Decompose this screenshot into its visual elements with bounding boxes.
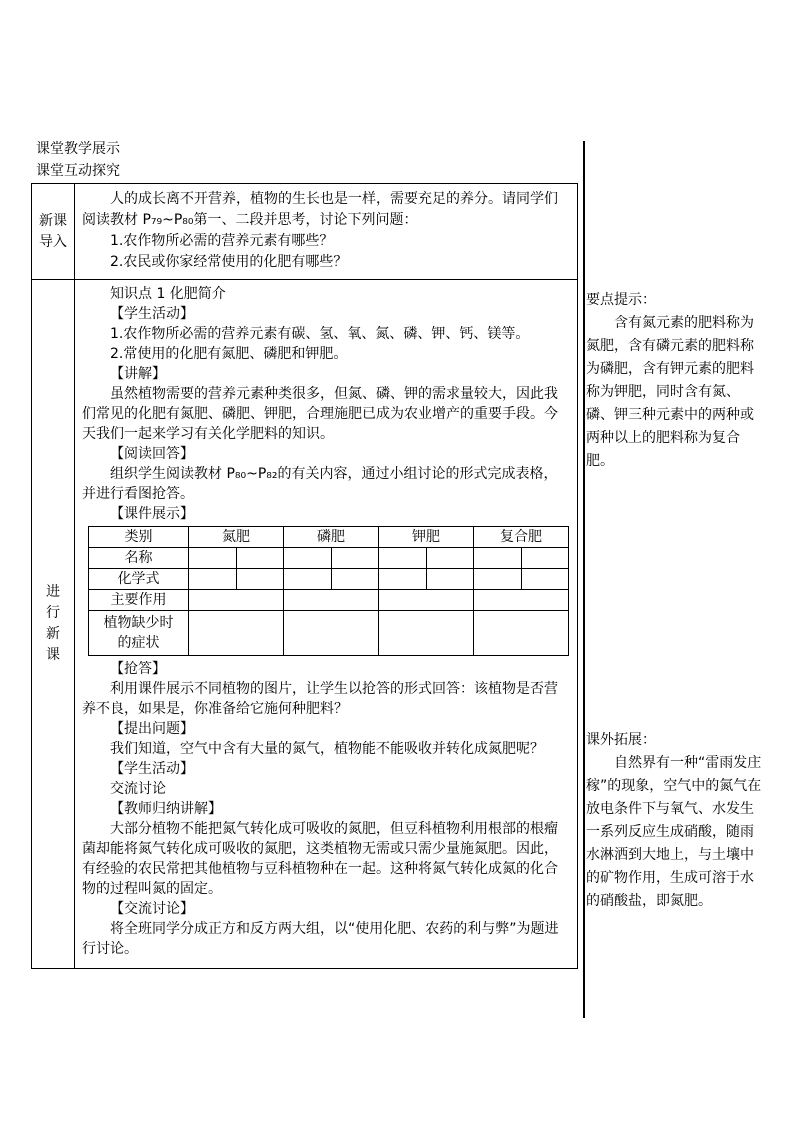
table-row-deficiency-symptoms (89, 611, 569, 656)
empty-cell (426, 569, 474, 590)
table-row-function (89, 590, 569, 611)
paragraph: 交流讨论 (110, 781, 166, 797)
column-header-compound: 复合肥 (474, 527, 569, 548)
row-header-name: 名称 (89, 548, 189, 569)
paragraph: 虽然植物需要的营养元素种类很多，但氮、磷、钾的需求量较大，因此我们常见的化肥有氮肥、磷肥、钾肥，合理施肥已成为农业增产的重要手段。今天我们一起来学习有关化学肥料的知识。 (82, 386, 558, 442)
column-header-category: 类别 (89, 527, 189, 548)
paragraph: 【学生活动】 (110, 306, 194, 322)
empty-cell (236, 569, 284, 590)
paragraph: 知识点 1 化肥简介 (110, 286, 226, 302)
key-points-note (586, 289, 767, 473)
vertical-divider (583, 141, 585, 1018)
row-new-lesson-progress (32, 280, 577, 968)
empty-cell (379, 569, 427, 590)
table-row-name (89, 548, 569, 569)
paragraph: 【教师归纳讲解】 (110, 801, 222, 817)
paragraph: 1.农作物所必需的营养元素有哪些？ (110, 233, 334, 249)
paragraph: 【交流讨论】 (110, 901, 194, 917)
paragraph: 人的成长离不开营养，植物的生长也是一样，需要充足的养分。请同学们阅读教材 P₇₉~P₈₀第一、二段并思考，讨论下列问题： (82, 191, 558, 228)
key-points-title: 要点提示： (586, 292, 656, 308)
row-header-formula: 化学式 (89, 569, 189, 590)
paragraph: 【讲解】 (110, 366, 166, 382)
new-lesson-content-cell (75, 280, 577, 968)
column-header-nitrogen: 氮肥 (189, 527, 284, 548)
stage-cell-new-lesson (32, 280, 75, 968)
row-header-function: 主要作用 (89, 590, 189, 611)
column-header-phosphate: 磷肥 (284, 527, 379, 548)
empty-cell (379, 548, 427, 569)
empty-cell (189, 611, 284, 656)
empty-cell (236, 548, 284, 569)
empty-cell (284, 569, 332, 590)
empty-cell (189, 569, 237, 590)
key-points-body: 含有氮元素的肥料称为氮肥，含有磷元素的肥料称为磷肥，含有钾元素的肥料称为钾肥，同时含有氮、磷、钾三种元素中的两种或两种以上的肥料称为复合肥。 (586, 315, 754, 469)
paragraph: 大部分植物不能把氮气转化成可吸收的氮肥，但豆科植物利用根部的根瘤菌却能将氮气转化成可吸收的氮肥，这类植物无需或只需少量施氮肥。因此，有经验的农民常把其他植物与豆科植物种在一起。这种将氮气转化成氮的化合物的过程叫氮的固定。 (82, 821, 558, 897)
stage-label-line: 进 (46, 584, 60, 600)
paragraph: 2.农民或你家经常使用的化肥有哪些？ (110, 254, 348, 270)
paragraph: 利用课件展示不同植物的图片，让学生以抢答的形式回答：该植物是否营养不良，如果是，你准备给它施何种肥料？ (82, 681, 558, 717)
empty-cell (474, 569, 522, 590)
stage-label-line: 行 (46, 605, 60, 621)
stage-label-line: 导入 (39, 233, 67, 250)
row-header-deficiency-symptoms: 植物缺少时 的症状 (89, 611, 189, 656)
empty-cell (521, 569, 569, 590)
table-row-formula (89, 569, 569, 590)
empty-cell (474, 611, 569, 656)
fertilizer-table-header-row (89, 527, 569, 548)
row-new-lesson-intro (32, 184, 577, 280)
paragraph: 2.常使用的化肥有氮肥、磷肥和钾肥。 (110, 346, 348, 362)
column-header-potash: 钾肥 (379, 527, 474, 548)
empty-cell (331, 548, 379, 569)
empty-cell (474, 590, 569, 611)
paragraph: 我们知道，空气中含有大量的氮气，植物能不能吸收并转化成氮肥呢？ (110, 741, 544, 757)
doc-header (36, 138, 120, 182)
paragraph: 【阅读回答】 (110, 446, 194, 462)
paragraph: 组织学生阅读教材 P₈₀~P₈₂的有关内容，通过小组讨论的形式完成表格，并进行看图抢答。 (82, 466, 558, 502)
empty-cell (189, 590, 284, 611)
doc-title-line1: 课堂教学展示 (36, 141, 120, 157)
empty-cell (284, 611, 379, 656)
empty-cell (284, 590, 379, 611)
empty-cell (426, 548, 474, 569)
stage-label-line: 新课 (39, 212, 67, 229)
doc-title-line2: 课堂互动探究 (36, 163, 120, 179)
paragraph: 【学生活动】 (110, 761, 194, 777)
paragraph: 【抢答】 (110, 661, 166, 677)
stage-label-line: 课 (46, 647, 60, 663)
empty-cell (379, 611, 474, 656)
stage-cell-intro (32, 184, 75, 279)
paragraph: 【提出问题】 (110, 721, 194, 737)
extension-note (586, 729, 767, 913)
extension-title: 课外拓展： (586, 732, 656, 748)
fertilizer-table (88, 526, 569, 656)
paragraph: 【课件展示】 (110, 506, 194, 522)
empty-cell (379, 590, 474, 611)
extension-body: 自然界有一种“雷雨发庄稼”的现象，空气中的氮气在放电条件下与氧气、水发生一系列反应生成硝酸，随雨水淋洒到大地上，与土壤中的矿物作用，生成可溶于水的硝酸盐，即氮肥。 (586, 755, 762, 909)
paragraph: 将全班同学分成正方和反方两大组，以“使用化肥、农药的利与弊”为题进行讨论。 (82, 921, 559, 957)
empty-cell (189, 548, 237, 569)
empty-cell (331, 569, 379, 590)
intro-content-cell (75, 184, 577, 279)
empty-cell (474, 548, 522, 569)
paragraph: 1.农作物所必需的营养元素有碳、氢、氧、氮、磷、钾、钙、镁等。 (110, 326, 530, 342)
stage-label-line: 新 (46, 626, 60, 642)
empty-cell (521, 548, 569, 569)
lesson-plan-table (31, 183, 578, 969)
empty-cell (284, 548, 332, 569)
